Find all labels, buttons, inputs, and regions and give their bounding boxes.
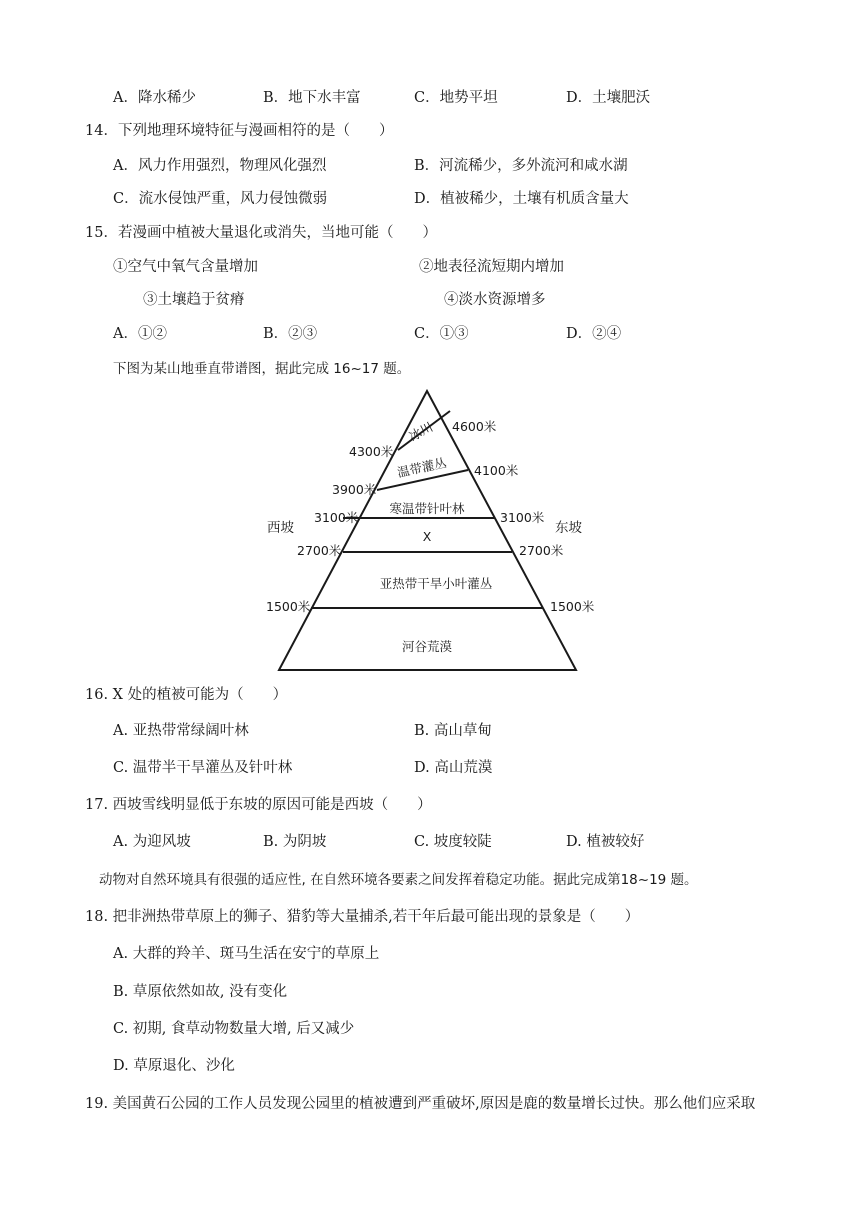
q18-option-c: C. 初期, 食草动物数量大增, 后又减少: [113, 1021, 355, 1037]
q16-stem: 16. X 处的植被可能为（ ）: [85, 687, 288, 703]
west-altitude-3900: 3900米: [332, 482, 377, 497]
east-altitude-2700: 2700米: [519, 543, 564, 558]
q17-option-d: D. 植被较好: [566, 834, 645, 850]
q17-stem: 17. 西坡雪线明显低于东坡的原因可能是西坡（ ）: [85, 797, 432, 813]
west-altitude-3100: 3100米: [314, 510, 359, 525]
east-altitude-4600: 4600米: [452, 419, 497, 434]
east-slope-label: 东坡: [555, 520, 582, 536]
q15-item-3: ③土壤趋于贫瘠: [143, 292, 245, 308]
zone-x: X: [422, 529, 432, 544]
q13-option-c: C．地势平坦: [414, 90, 498, 106]
q13-option-a: A．降水稀少: [113, 90, 196, 106]
q13-option-b: B．地下水丰富: [263, 90, 361, 106]
zone-conifer-forest: 寒温带针叶林: [389, 501, 465, 516]
west-altitude-2700: 2700米: [297, 543, 342, 558]
q17-option-a: A. 为迎风坡: [113, 834, 191, 850]
west-slope-label: 西坡: [267, 520, 294, 536]
q15-item-2: ②地表径流短期内增加: [419, 259, 564, 275]
east-altitude-1500: 1500米: [550, 599, 595, 614]
zone-subtropical-shrub: 亚热带干旱小叶灌丛: [379, 576, 493, 591]
q18-option-a: A. 大群的羚羊、斑马生活在安宁的草原上: [113, 946, 380, 962]
q15-option-a: A．①②: [113, 326, 167, 342]
q19-stem: 19. 美国黄石公园的工作人员发现公园里的植被遭到严重破坏,原因是鹿的数量增长过快。那么他们应采取: [85, 1096, 756, 1112]
zone-glacier: 冰川: [406, 419, 436, 445]
q14-option-d: D．植被稀少，土壤有机质含量大: [414, 191, 629, 207]
east-altitude-4100: 4100米: [474, 463, 519, 478]
q15-option-c: C．①③: [414, 326, 469, 342]
zone-temperate-shrub: 温带灌丛: [395, 454, 448, 481]
q17-option-c: C. 坡度较陡: [414, 834, 492, 850]
q15-option-d: D．②④: [566, 326, 622, 342]
q17-option-b: B. 为阴坡: [263, 834, 327, 850]
intro-16-17: 下图为某山地垂直带谱图，据此完成 16~17 题。: [113, 361, 411, 377]
intro-18-19: 动物对自然环境具有很强的适应性, 在自然环境各要素之间发挥着稳定功能。据此完成第18~19 题。: [99, 872, 698, 888]
west-altitude-1500: 1500米: [266, 599, 311, 614]
q15-item-4: ④淡水资源增多: [444, 292, 546, 308]
q15-item-1: ①空气中氧气含量增加: [113, 259, 258, 275]
q16-option-c: C. 温带半干旱灌丛及针叶林: [113, 760, 293, 776]
q15-stem: 15．若漫画中植被大量退化或消失，当地可能（ ）: [85, 225, 437, 241]
q13-option-d: D．土壤肥沃: [566, 90, 651, 106]
q16-option-b: B. 高山草甸: [414, 723, 492, 739]
q18-stem: 18. 把非洲热带草原上的狮子、猎豹等大量捕杀,若干年后最可能出现的景象是（ ）: [85, 909, 640, 925]
west-altitude-4300: 4300米: [349, 444, 394, 459]
q18-option-d: D. 草原退化、沙化: [113, 1058, 235, 1074]
q14-option-c: C．流水侵蚀严重，风力侵蚀微弱: [113, 191, 328, 207]
east-altitude-3100: 3100米: [500, 510, 545, 525]
q15-option-b: B．②③: [263, 326, 318, 342]
q14-option-a: A．风力作用强烈，物理风化强烈: [113, 158, 327, 174]
q14-option-b: B．河流稀少，多外流河和咸水湖: [414, 158, 628, 174]
q18-option-b: B. 草原依然如故, 没有变化: [113, 984, 288, 1000]
q16-option-d: D. 高山荒漠: [414, 760, 493, 776]
q14-stem: 14．下列地理环境特征与漫画相符的是（ ）: [85, 123, 394, 139]
zone-valley-desert: 河谷荒漠: [401, 639, 453, 654]
q16-option-a: A. 亚热带常绿阔叶林: [113, 723, 249, 739]
